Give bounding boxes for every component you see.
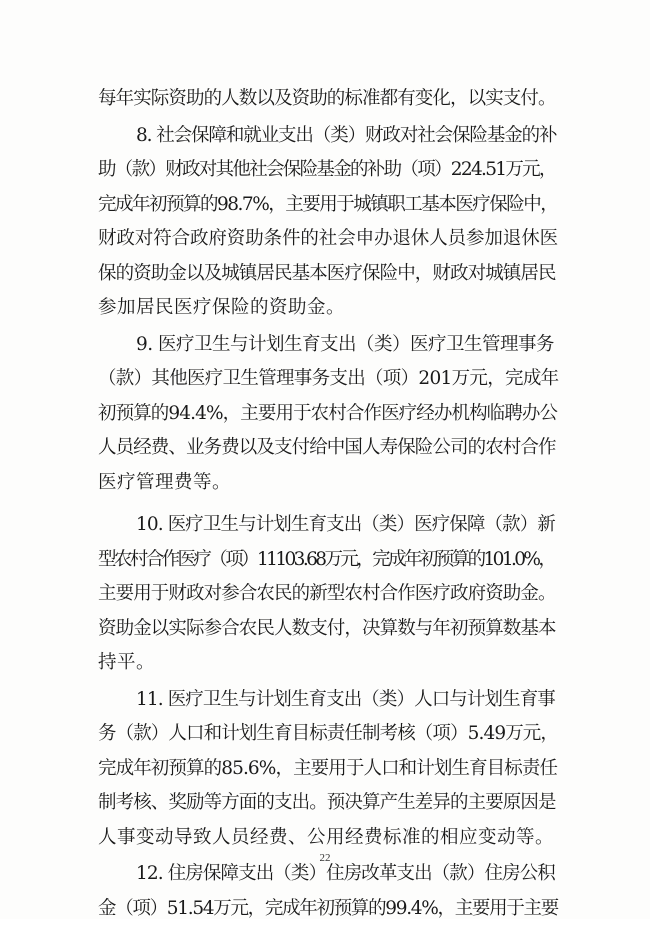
document-body [98,82,558,928]
text-line: 完成年初预算的98.7%，主要用于城镇职工基本医疗保险中， [98,193,558,215]
text-line: 医疗管理费等。 [98,471,232,493]
text-line: 制考核、奖励等方面的支出。预决算产生差异的主要原因是 [98,792,556,813]
text-line: 12. 住房保障支出（类）住房改革支出（款）住房公积 [136,863,555,884]
text-line: 财政对符合政府资助条件的社会申办退休人员参加退休医 [98,228,559,249]
text-line: 完成年初预算的85.6%，主要用于人口和计划生育目标责任 [98,757,558,779]
text-line: 11. 医疗卫生与计划生育支出（类）人口与计划生育事 [136,688,555,710]
text-line: 金（项）51.54万元，完成年初预算的99.4%，主要用于主要 [98,897,558,919]
text-line: 保的资助金以及城镇居民基本医疗保险中，财政对城镇居民 [98,262,556,284]
paragraph-item-12 [98,857,558,926]
text-line: （款）其他医疗卫生管理事务支出（项）201万元，完成年 [98,368,559,389]
text-line: 型农村合作医疗（项）11103.68万元，完成年初预算的101.0%， [98,548,555,570]
paragraph-item-10 [98,508,558,681]
text-line: 8. 社会保障和就业支出（类）财政对社会保险基金的补 [136,124,557,146]
text-line: 主要用于财政对参合农民的新型农村合作医疗政府资助金。 [98,583,556,604]
text-line: 务（款）人口和计划生育目标责任制考核（项）5.49万元， [98,723,558,744]
text-line: 持平。 [98,652,156,673]
paragraph-item-11 [98,683,558,856]
text-line: 每年实际资助的人数以及资助的标准都有变化，以实支付。 [98,88,556,109]
text-line: 9. 医疗卫生与计划生育支出（类）医疗卫生管理事务 [136,333,555,355]
text-line: 人事变动导致人员经费、公用经费标准的相应变动等。 [98,826,555,848]
page-number: 22 [319,852,331,864]
paragraph-item-9 [98,328,558,501]
text-line: 初预算的94.4%，主要用于农村合作医疗经办机构临聘办公 [98,402,558,424]
text-line: 资助金以实际参合农民人数支付，决算数与年初预算数基本 [98,617,556,639]
text-line: 助（款）财政对其他社会保险基金的补助（项）224.51万元， [98,159,556,180]
text-line: 人员经费、业务费以及支付给中国人寿保险公司的农村合作 [98,437,556,458]
paragraph-continuation [98,82,558,117]
text-line: 参加居民医疗保险的资助金。 [98,297,346,318]
paragraph-item-8 [98,119,558,326]
text-line: 10. 医疗卫生与计划生育支出（类）医疗保障（款）新 [136,514,555,535]
